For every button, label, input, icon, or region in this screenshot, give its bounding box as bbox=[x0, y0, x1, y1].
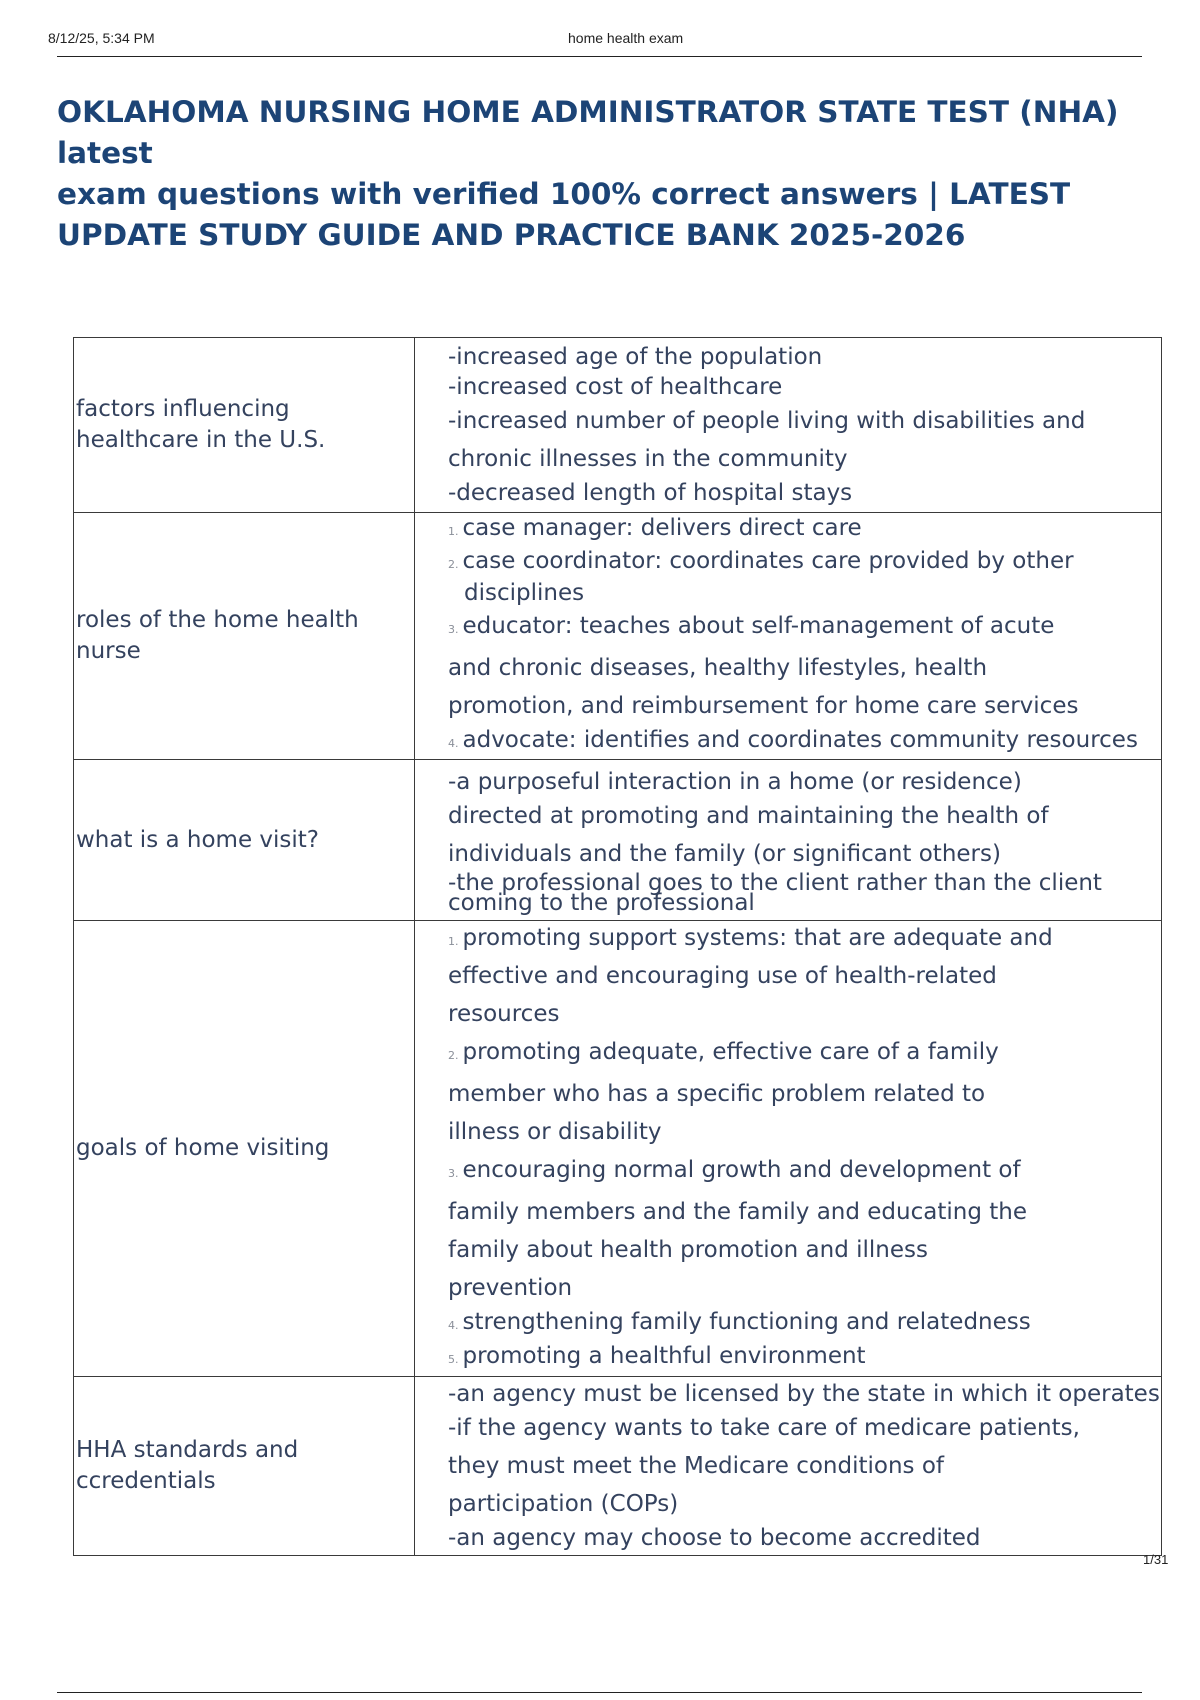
definition-line: chronic illnesses in the community bbox=[448, 446, 848, 472]
definition-line: -if the agency wants to take care of medicare patients, bbox=[448, 1415, 1080, 1441]
definition-line: -a purposeful interaction in a home (or residence) bbox=[448, 769, 1022, 795]
list-item bbox=[448, 923, 1161, 957]
table-row bbox=[74, 513, 1162, 760]
list-item bbox=[448, 547, 1161, 607]
list-marker: 1. bbox=[448, 934, 459, 948]
list-marker: 3. bbox=[448, 1166, 459, 1180]
list-item-text: promoting support systems: that are adequate and bbox=[462, 924, 1053, 951]
header-divider bbox=[57, 56, 1142, 57]
definition-line: illness or disability bbox=[448, 1118, 662, 1145]
page-number: 1/31 bbox=[1143, 1552, 1169, 1567]
list-item bbox=[448, 513, 1161, 547]
definition-line: participation (COPs) bbox=[448, 1491, 679, 1517]
footer-divider bbox=[57, 1692, 1142, 1693]
list-item-text: encouraging normal growth and development of bbox=[462, 1156, 1021, 1183]
list-marker: 5. bbox=[448, 1352, 459, 1366]
definition-line: family about health promotion and illness bbox=[448, 1236, 929, 1263]
list-marker: 4. bbox=[448, 737, 459, 750]
term-cell: HHA standards and ccredentials bbox=[74, 1377, 415, 1556]
list-item-text: case coordinator: coordinates care provided by other disciplines bbox=[462, 548, 1074, 606]
definition-line: effective and encouraging use of health-related bbox=[448, 962, 997, 989]
definition-cell bbox=[415, 1377, 1162, 1556]
term-cell: what is a home visit? bbox=[74, 760, 415, 921]
definition-line: -an agency must be licensed by the state in which it operates bbox=[448, 1381, 1160, 1407]
print-header-title: home health exam bbox=[568, 30, 684, 46]
definition-line: and chronic diseases, healthy lifestyles, health bbox=[448, 655, 988, 681]
list-item bbox=[448, 1151, 1161, 1193]
list-item bbox=[448, 1033, 1161, 1075]
definition-line: promotion, and reimbursement for home care services bbox=[448, 693, 1079, 719]
list-item-text: case manager: delivers direct care bbox=[462, 515, 862, 541]
list-item-text: promoting adequate, effective care of a family bbox=[462, 1038, 999, 1065]
definition-cell bbox=[415, 760, 1162, 921]
definition-line: -increased number of people living with disabilities and bbox=[448, 408, 1086, 434]
list-marker: 4. bbox=[448, 1318, 459, 1332]
list-item bbox=[448, 607, 1161, 649]
list-item-text: strengthening family functioning and relatedness bbox=[462, 1308, 1031, 1335]
definition-line: -increased cost of healthcare bbox=[448, 374, 783, 400]
list-marker: 1. bbox=[448, 525, 459, 538]
list-item-text: educator: teaches about self-management of acute bbox=[462, 613, 1055, 639]
definition-line: resources bbox=[448, 1000, 560, 1027]
table-row bbox=[74, 338, 1162, 513]
list-marker: 2. bbox=[448, 1048, 459, 1062]
definition-cell bbox=[415, 513, 1162, 760]
list-item bbox=[448, 725, 1161, 759]
definition-line: -decreased length of hospital stays bbox=[448, 480, 853, 506]
definition-line: prevention bbox=[448, 1274, 573, 1301]
list-item bbox=[448, 1341, 1161, 1375]
term-cell: goals of home visiting bbox=[74, 921, 415, 1377]
term-cell: roles of the home health nurse bbox=[74, 513, 415, 760]
flashcard-table bbox=[73, 337, 1162, 1556]
list-item-text: advocate: identifies and coordinates community resources bbox=[462, 727, 1138, 753]
definition-line: -the professional goes to the client rather than the client coming to the professional bbox=[448, 870, 1102, 916]
definition-cell bbox=[415, 921, 1162, 1377]
definition-line: individuals and the family (or significant others) bbox=[448, 841, 1001, 867]
list-item-text: promoting a healthful environment bbox=[462, 1342, 866, 1369]
definition-line: directed at promoting and maintaining the health of bbox=[448, 803, 1049, 829]
list-item bbox=[448, 1307, 1161, 1341]
definition-line: -increased age of the population bbox=[448, 344, 823, 370]
definition-cell bbox=[415, 338, 1162, 513]
definition-line: they must meet the Medicare conditions of bbox=[448, 1453, 944, 1479]
table-row bbox=[74, 760, 1162, 921]
list-marker: 3. bbox=[448, 623, 459, 636]
print-date: 8/12/25, 5:34 PM bbox=[48, 30, 155, 46]
table-row bbox=[74, 921, 1162, 1377]
list-marker: 2. bbox=[448, 558, 459, 571]
document-title: OKLAHOMA NURSING HOME ADMINISTRATOR STATE TEST (NHA) latest exam questions with verified 100% correct answers | LATEST UPDATE STUDY GUIDE AND PRACTICE BANK 2025-2026 bbox=[57, 95, 1119, 252]
table-row bbox=[74, 1377, 1162, 1556]
definition-line: -an agency may choose to become accredited bbox=[448, 1525, 981, 1551]
term-cell: factors influencing healthcare in the U.S. bbox=[74, 338, 415, 513]
definition-line: member who has a specific problem related to bbox=[448, 1080, 986, 1107]
definition-line: family members and the family and educating the bbox=[448, 1198, 1027, 1225]
